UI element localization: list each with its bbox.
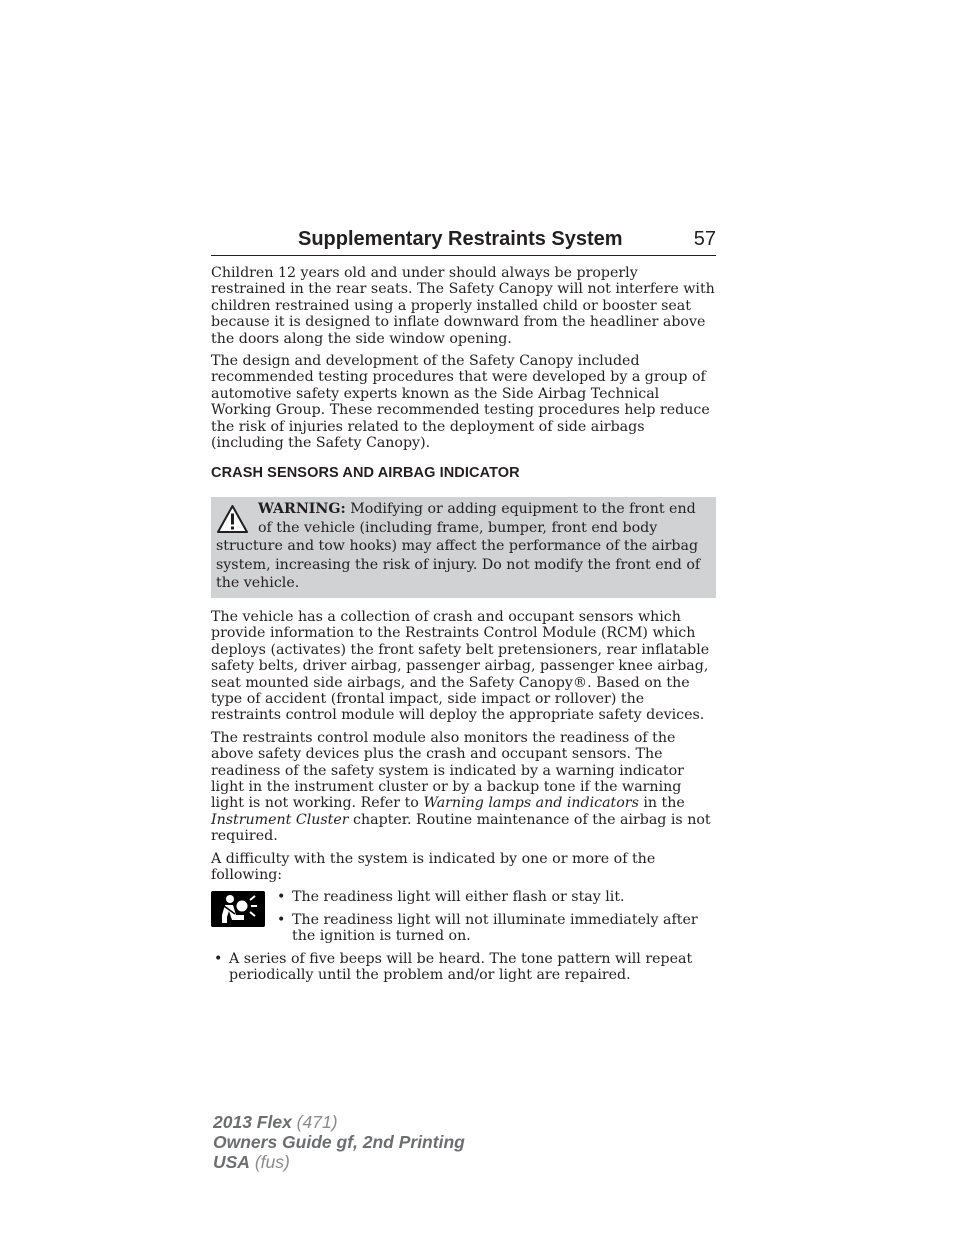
paragraph-design: The design and development of the Safety Canopy included recommended testing procedures that were developed by a group of automotive safety experts known as the Side Airbag Technical Working Group. These recommended testing procedures help reduce the risk of injuries related to the deployment of side airbags (including the Safety Canopy). xyxy=(211,353,710,452)
paragraph-monitoring: The restraints control module also monitors the readiness of the above safety devices plus the crash and occupant sensors. The readiness of the safety system is indicated by a warning indicator light in the instrument cluster or by a backup tone if the warning light is not working. Refer to Warning lamps and indicators in the Instrument Cluster chapter. Routine maintenance of the airbag is not required. xyxy=(211,729,711,845)
paragraph-children: Children 12 years old and under should always be properly restrained in the rear seats. The Safety Canopy will not interfere with children restrained using a properly installed child or booster seat because it is designed to inflate downward from the headliner above the doors along the side window opening. xyxy=(211,265,715,347)
page-number: 57 xyxy=(693,228,716,250)
tone-bullet-list xyxy=(229,951,716,984)
footer-region: USA (fus) xyxy=(213,1152,290,1172)
page-footer xyxy=(213,1112,465,1172)
section-title: Supplementary Restraints System xyxy=(298,228,623,250)
reference-instrument-cluster: Instrument Cluster xyxy=(211,811,349,828)
indicator-bullet-list xyxy=(292,889,716,944)
paragraph-sensors: The vehicle has a collection of crash and occupant sensors which provide information to the Restraints Control Module (RCM) which deploys (activates) the front safety belt pretensioners, rear inflatable safety belts, driver airbag, passenger airbag, passenger knee airbag, seat mounted side airbags, and the Safety Canopy®. Based on the type of accident (frontal impact, side impact or rollover) the restraints control module will deploy the appropriate safety devices. xyxy=(211,608,710,724)
warning-text: Modifying or adding equipment to the front end of the vehicle (including frame, bumper, front end body structure and tow hooks) may affect the performance of the airbag system, increasing the risk of injury. Do not modify the front end of the vehicle. xyxy=(216,501,701,592)
page-header xyxy=(211,228,716,256)
warning-triangle-icon xyxy=(216,504,249,534)
list-item: • A series of five beeps will be heard. The tone pattern will repeat periodically until the problem and/or light are repaired. xyxy=(229,951,716,984)
warning-box xyxy=(211,497,716,598)
footer-model: 2013 Flex (471) xyxy=(213,1112,338,1132)
list-item: • The readiness light will not illuminate immediately after the ignition is turned on. xyxy=(292,912,716,945)
airbag-readiness-icon xyxy=(211,891,265,927)
subsection-heading: CRASH SENSORS AND AIRBAG INDICATOR xyxy=(211,465,520,482)
indicator-list-block xyxy=(211,889,716,944)
paragraph-difficulty: A difficulty with the system is indicated by one or more of the following: xyxy=(211,850,656,884)
list-item: • The readiness light will either flash or stay lit. xyxy=(292,889,716,905)
footer-guide: Owners Guide gf, 2nd Printing xyxy=(213,1132,465,1152)
reference-warning-lamps: Warning lamps and indicators xyxy=(423,795,639,812)
warning-label: WARNING: xyxy=(258,501,346,518)
manual-page xyxy=(211,228,716,984)
